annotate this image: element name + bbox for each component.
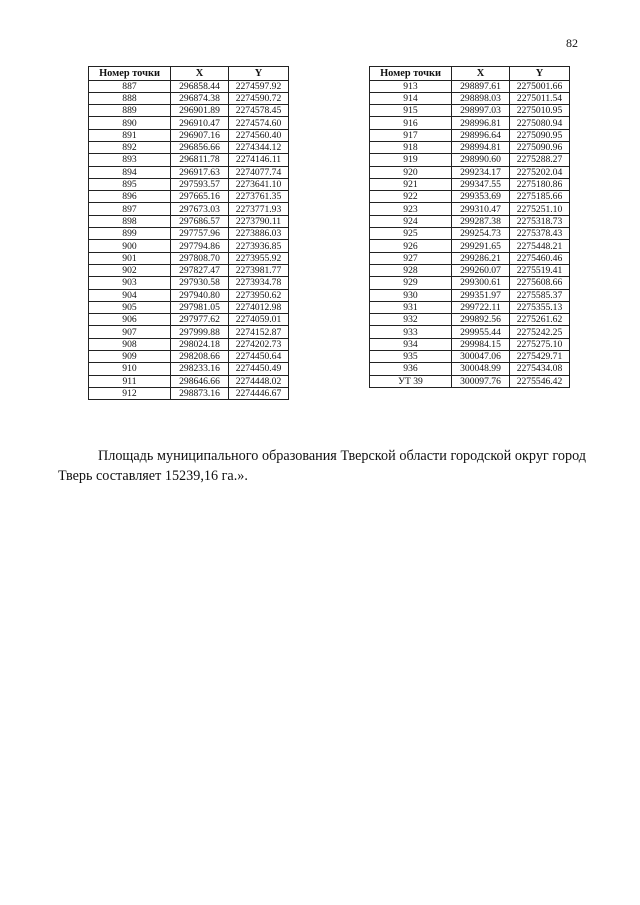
cell-x: 298646.66 xyxy=(171,375,229,387)
cell-point-number: 894 xyxy=(89,166,171,178)
cell-point-number: 936 xyxy=(370,363,452,375)
cell-y: 2275180.86 xyxy=(510,178,570,190)
table-row xyxy=(370,338,570,350)
table-row xyxy=(370,166,570,178)
cell-point-number: 928 xyxy=(370,264,452,276)
cell-x: 298997.03 xyxy=(452,105,510,117)
table-row xyxy=(89,375,289,387)
cell-x: 298990.60 xyxy=(452,154,510,166)
cell-x: 298898.03 xyxy=(452,92,510,104)
table-row xyxy=(370,289,570,301)
cell-x: 299722.11 xyxy=(452,301,510,313)
column-header-y: Y xyxy=(510,67,570,81)
table-row xyxy=(370,326,570,338)
column-header-point: Номер точки xyxy=(89,67,171,81)
table-row xyxy=(370,141,570,153)
table-row xyxy=(370,314,570,326)
cell-x: 299892.56 xyxy=(452,314,510,326)
cell-x: 297999.88 xyxy=(171,326,229,338)
cell-y: 2275519.41 xyxy=(510,264,570,276)
cell-point-number: 919 xyxy=(370,154,452,166)
table-row xyxy=(89,166,289,178)
cell-point-number: 924 xyxy=(370,215,452,227)
cell-y: 2274448.02 xyxy=(229,375,289,387)
cell-y: 2275090.95 xyxy=(510,129,570,141)
cell-point-number: 927 xyxy=(370,252,452,264)
cell-point-number: 931 xyxy=(370,301,452,313)
table-row xyxy=(89,154,289,166)
cell-point-number: 902 xyxy=(89,264,171,276)
cell-point-number: УТ 39 xyxy=(370,375,452,387)
cell-y: 2274574.60 xyxy=(229,117,289,129)
cell-point-number: 896 xyxy=(89,191,171,203)
cell-point-number: 903 xyxy=(89,277,171,289)
cell-y: 2274077.74 xyxy=(229,166,289,178)
table-row xyxy=(370,154,570,166)
cell-x: 297808.70 xyxy=(171,252,229,264)
cell-point-number: 912 xyxy=(89,387,171,399)
table-row xyxy=(89,326,289,338)
table-row xyxy=(89,363,289,375)
cell-x: 297940.80 xyxy=(171,289,229,301)
cell-point-number: 888 xyxy=(89,92,171,104)
cell-y: 2274446.67 xyxy=(229,387,289,399)
table-row xyxy=(370,178,570,190)
table-row xyxy=(89,191,289,203)
cell-y: 2275355.13 xyxy=(510,301,570,313)
cell-y: 2273790.11 xyxy=(229,215,289,227)
table-body-left xyxy=(89,80,289,400)
cell-x: 297673.03 xyxy=(171,203,229,215)
cell-point-number: 900 xyxy=(89,240,171,252)
cell-y: 2274152.87 xyxy=(229,326,289,338)
cell-y: 2273886.03 xyxy=(229,228,289,240)
cell-y: 2275288.27 xyxy=(510,154,570,166)
table-row xyxy=(89,314,289,326)
cell-point-number: 934 xyxy=(370,338,452,350)
cell-x: 296858.44 xyxy=(171,80,229,92)
cell-y: 2274450.64 xyxy=(229,351,289,363)
cell-y: 2275585.37 xyxy=(510,289,570,301)
table-row xyxy=(370,117,570,129)
cell-x: 299347.55 xyxy=(452,178,510,190)
table-row xyxy=(370,351,570,363)
cell-point-number: 904 xyxy=(89,289,171,301)
cell-point-number: 909 xyxy=(89,351,171,363)
cell-y: 2273761.35 xyxy=(229,191,289,203)
table-row xyxy=(370,240,570,252)
cell-x: 296874.38 xyxy=(171,92,229,104)
table-row xyxy=(89,338,289,350)
cell-y: 2275011.54 xyxy=(510,92,570,104)
cell-x: 297686.57 xyxy=(171,215,229,227)
cell-point-number: 889 xyxy=(89,105,171,117)
table-row xyxy=(370,375,570,387)
cell-point-number: 890 xyxy=(89,117,171,129)
cell-y: 2275010.95 xyxy=(510,105,570,117)
cell-y: 2275448.21 xyxy=(510,240,570,252)
cell-x: 300047.06 xyxy=(452,351,510,363)
table-body-right xyxy=(370,80,570,387)
cell-x: 298233.16 xyxy=(171,363,229,375)
cell-y: 2274590.72 xyxy=(229,92,289,104)
cell-x: 296907.16 xyxy=(171,129,229,141)
cell-x: 297977.62 xyxy=(171,314,229,326)
cell-x: 298994.81 xyxy=(452,141,510,153)
cell-point-number: 925 xyxy=(370,228,452,240)
cell-y: 2274597.92 xyxy=(229,80,289,92)
cell-y: 2273981.77 xyxy=(229,264,289,276)
cell-point-number: 906 xyxy=(89,314,171,326)
table-row xyxy=(89,129,289,141)
cell-y: 2274059.01 xyxy=(229,314,289,326)
coordinates-table-right xyxy=(369,66,570,388)
cell-point-number: 932 xyxy=(370,314,452,326)
cell-x: 298873.16 xyxy=(171,387,229,399)
table-row xyxy=(89,252,289,264)
cell-y: 2273934.78 xyxy=(229,277,289,289)
column-header-point: Номер точки xyxy=(370,67,452,81)
table-row xyxy=(89,228,289,240)
cell-point-number: 898 xyxy=(89,215,171,227)
cell-x: 297981.05 xyxy=(171,301,229,313)
cell-point-number: 935 xyxy=(370,351,452,363)
cell-x: 298996.81 xyxy=(452,117,510,129)
cell-y: 2275318.73 xyxy=(510,215,570,227)
table-row xyxy=(370,264,570,276)
table-row xyxy=(370,191,570,203)
table-row xyxy=(89,178,289,190)
table-row xyxy=(370,228,570,240)
cell-point-number: 914 xyxy=(370,92,452,104)
table-row xyxy=(370,105,570,117)
cell-x: 299955.44 xyxy=(452,326,510,338)
cell-x: 296901.89 xyxy=(171,105,229,117)
cell-x: 296910.47 xyxy=(171,117,229,129)
cell-x: 299286.21 xyxy=(452,252,510,264)
cell-point-number: 916 xyxy=(370,117,452,129)
table-row xyxy=(370,215,570,227)
cell-point-number: 911 xyxy=(89,375,171,387)
table-row xyxy=(370,92,570,104)
cell-x: 299234.17 xyxy=(452,166,510,178)
cell-point-number: 891 xyxy=(89,129,171,141)
cell-y: 2275080.94 xyxy=(510,117,570,129)
cell-x: 299310.47 xyxy=(452,203,510,215)
cell-x: 296856.66 xyxy=(171,141,229,153)
table-row xyxy=(370,80,570,92)
cell-y: 2274578.45 xyxy=(229,105,289,117)
cell-point-number: 933 xyxy=(370,326,452,338)
table-row xyxy=(89,301,289,313)
table-row xyxy=(89,289,289,301)
cell-point-number: 930 xyxy=(370,289,452,301)
cell-y: 2275378.43 xyxy=(510,228,570,240)
cell-x: 296917.63 xyxy=(171,166,229,178)
cell-point-number: 923 xyxy=(370,203,452,215)
table-row xyxy=(89,387,289,399)
cell-point-number: 926 xyxy=(370,240,452,252)
cell-point-number: 920 xyxy=(370,166,452,178)
cell-point-number: 908 xyxy=(89,338,171,350)
cell-x: 299291.65 xyxy=(452,240,510,252)
cell-x: 299353.69 xyxy=(452,191,510,203)
cell-point-number: 921 xyxy=(370,178,452,190)
table-row xyxy=(370,252,570,264)
cell-y: 2275251.10 xyxy=(510,203,570,215)
cell-point-number: 899 xyxy=(89,228,171,240)
page-number: 82 xyxy=(566,36,578,50)
cell-y: 2274344.12 xyxy=(229,141,289,153)
cell-y: 2275185.66 xyxy=(510,191,570,203)
table-row xyxy=(89,80,289,92)
cell-point-number: 910 xyxy=(89,363,171,375)
column-header-y: Y xyxy=(229,67,289,81)
cell-y: 2275001.66 xyxy=(510,80,570,92)
cell-y: 2275261.62 xyxy=(510,314,570,326)
cell-x: 298024.18 xyxy=(171,338,229,350)
cell-y: 2273950.62 xyxy=(229,289,289,301)
table-row xyxy=(89,117,289,129)
cell-x: 297930.58 xyxy=(171,277,229,289)
table-row xyxy=(89,105,289,117)
cell-x: 299300.61 xyxy=(452,277,510,289)
table-row xyxy=(370,277,570,289)
cell-x: 297794.86 xyxy=(171,240,229,252)
table-row xyxy=(370,203,570,215)
cell-point-number: 913 xyxy=(370,80,452,92)
cell-y: 2275242.25 xyxy=(510,326,570,338)
cell-point-number: 893 xyxy=(89,154,171,166)
cell-y: 2275429.71 xyxy=(510,351,570,363)
cell-y: 2273936.85 xyxy=(229,240,289,252)
cell-point-number: 929 xyxy=(370,277,452,289)
table-row xyxy=(370,363,570,375)
cell-x: 297827.47 xyxy=(171,264,229,276)
cell-y: 2273955.92 xyxy=(229,252,289,264)
cell-y: 2274202.73 xyxy=(229,338,289,350)
table-row xyxy=(370,129,570,141)
area-summary-paragraph: Площадь муниципального образования Тверской области городской округ город Тверь составляет 15239,16 га.». xyxy=(58,448,586,484)
cell-x: 299984.15 xyxy=(452,338,510,350)
cell-x: 299351.97 xyxy=(452,289,510,301)
cell-point-number: 905 xyxy=(89,301,171,313)
cell-x: 300097.76 xyxy=(452,375,510,387)
column-header-x: X xyxy=(171,67,229,81)
cell-point-number: 918 xyxy=(370,141,452,153)
column-header-x: X xyxy=(452,67,510,81)
cell-point-number: 887 xyxy=(89,80,171,92)
cell-point-number: 922 xyxy=(370,191,452,203)
cell-point-number: 915 xyxy=(370,105,452,117)
table-row xyxy=(370,301,570,313)
cell-y: 2273641.10 xyxy=(229,178,289,190)
cell-y: 2274560.40 xyxy=(229,129,289,141)
cell-y: 2275275.10 xyxy=(510,338,570,350)
cell-point-number: 895 xyxy=(89,178,171,190)
table-row xyxy=(89,277,289,289)
cell-y: 2275608.66 xyxy=(510,277,570,289)
cell-y: 2274146.11 xyxy=(229,154,289,166)
cell-point-number: 917 xyxy=(370,129,452,141)
table-row xyxy=(89,351,289,363)
cell-x: 298996.64 xyxy=(452,129,510,141)
cell-point-number: 892 xyxy=(89,141,171,153)
cell-y: 2275202.04 xyxy=(510,166,570,178)
cell-y: 2275546.42 xyxy=(510,375,570,387)
cell-x: 297593.57 xyxy=(171,178,229,190)
cell-x: 299260.07 xyxy=(452,264,510,276)
table-header-row xyxy=(89,67,289,81)
cell-point-number: 907 xyxy=(89,326,171,338)
cell-x: 298208.66 xyxy=(171,351,229,363)
cell-x: 300048.99 xyxy=(452,363,510,375)
table-row xyxy=(89,203,289,215)
cell-y: 2273771.93 xyxy=(229,203,289,215)
table-header-row xyxy=(370,67,570,81)
cell-point-number: 897 xyxy=(89,203,171,215)
cell-x: 299254.73 xyxy=(452,228,510,240)
cell-x: 297665.16 xyxy=(171,191,229,203)
cell-y: 2274012.98 xyxy=(229,301,289,313)
cell-x: 298897.61 xyxy=(452,80,510,92)
cell-x: 296811.78 xyxy=(171,154,229,166)
cell-point-number: 901 xyxy=(89,252,171,264)
cell-x: 297757.96 xyxy=(171,228,229,240)
cell-y: 2275090.96 xyxy=(510,141,570,153)
table-row xyxy=(89,141,289,153)
table-row xyxy=(89,215,289,227)
cell-y: 2274450.49 xyxy=(229,363,289,375)
cell-y: 2275434.08 xyxy=(510,363,570,375)
table-row xyxy=(89,92,289,104)
cell-y: 2275460.46 xyxy=(510,252,570,264)
table-row xyxy=(89,264,289,276)
coordinates-table-left xyxy=(88,66,289,400)
table-row xyxy=(89,240,289,252)
cell-x: 299287.38 xyxy=(452,215,510,227)
